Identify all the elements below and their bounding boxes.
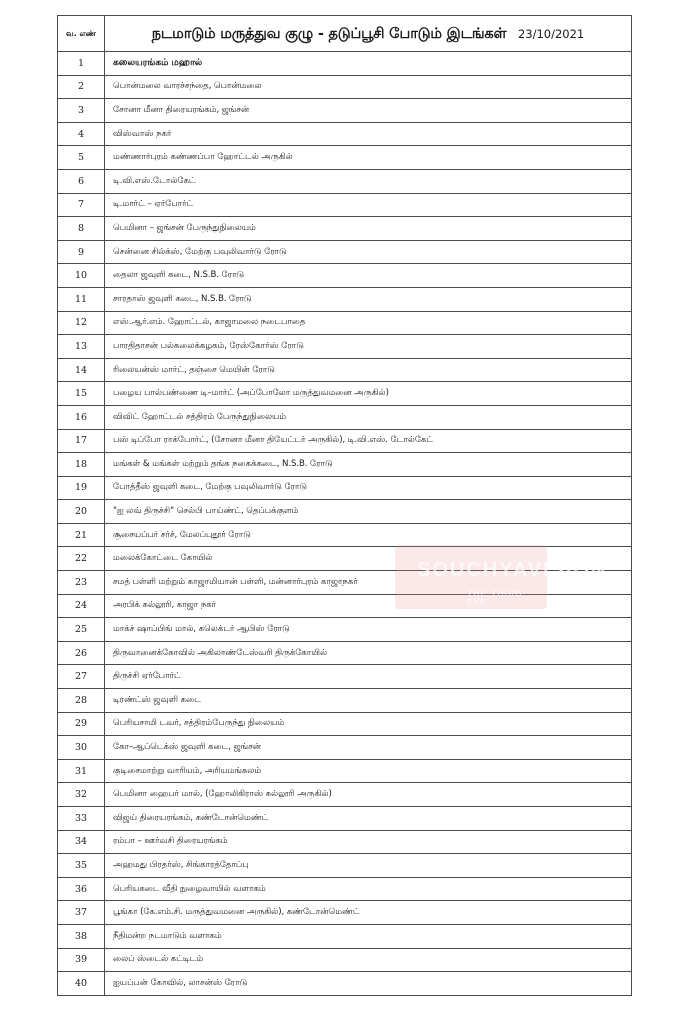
row-serial-number: 1: [58, 52, 105, 76]
row-location: சமத் பள்ளி மற்றும் காஜாமியான் பள்ளி, மன்னார்புரம் காஜாநகர்: [105, 571, 632, 595]
row-serial-number: 4: [58, 122, 105, 146]
row-location: "ஐ லவ் திருச்சி" செல்பி பாய்ண்ட், தெப்பக்குளம்: [105, 500, 632, 524]
row-serial-number: 24: [58, 594, 105, 618]
row-location: லைப் ஸ்டைல் கட்டிடம்: [105, 948, 632, 972]
row-serial-number: 26: [58, 641, 105, 665]
row-location: டி.வி.எஸ்.டோல்கேட்: [105, 169, 632, 193]
page-title: நடமாடும் மருத்துவ குழு - தடுப்பூசி போடும் இடங்கள்: [151, 26, 507, 42]
row-serial-number: 27: [58, 665, 105, 689]
table-row: [58, 169, 632, 193]
table-row: [58, 122, 632, 146]
row-serial-number: 29: [58, 712, 105, 736]
row-location: குடிசைமாற்று வாரியம், அரியமங்கலம்: [105, 759, 632, 783]
row-serial-number: 12: [58, 311, 105, 335]
row-serial-number: 18: [58, 453, 105, 477]
table-row: [58, 641, 632, 665]
table-row: [58, 264, 632, 288]
table-row: [58, 358, 632, 382]
table-row: [58, 405, 632, 429]
row-serial-number: 10: [58, 264, 105, 288]
row-location: கோ–ஆப்டெக்ஸ் ஜவுளி கடை, ஜங்சன்: [105, 736, 632, 760]
vaccination-locations-table: [57, 15, 632, 996]
table-row: [58, 240, 632, 264]
title-date: 23/10/2021: [517, 27, 585, 41]
row-location: திருவானைக்கோவில் அகிலாண்டேஸ்வரி திருக்கோயில்: [105, 641, 632, 665]
row-serial-number: 38: [58, 924, 105, 948]
row-location: அஹமது பிரதர்ஸ், சிங்காரத்தோப்பு: [105, 854, 632, 878]
row-serial-number: 30: [58, 736, 105, 760]
row-serial-number: 32: [58, 783, 105, 807]
table-row: [58, 75, 632, 99]
table-row: [58, 854, 632, 878]
table-row: [58, 146, 632, 170]
table-row: [58, 924, 632, 948]
row-location: பஸ் டிப்போ ராக்போர்ட், (சோனா மீனா தியேட்டர் அருகில்), டி.வி.எஸ். டோல்கேட்: [105, 429, 632, 453]
row-location: மாக்ச் ஷாப்பிங் மால், கலெக்டர் ஆபிஸ் ரோடு: [105, 618, 632, 642]
table-row: [58, 52, 632, 76]
row-serial-number: 6: [58, 169, 105, 193]
row-serial-number: 22: [58, 547, 105, 571]
row-location: பெமினா – ஜங்சன் பேருந்துநிலையம்: [105, 217, 632, 241]
table-row: [58, 453, 632, 477]
row-location: போத்தீஸ் ஜவுளி கடை, மேற்கு பவுலிவார்டு ரோடு: [105, 476, 632, 500]
table-row: [58, 783, 632, 807]
row-serial-number: 31: [58, 759, 105, 783]
row-serial-number: 33: [58, 807, 105, 831]
row-location: ஐயப்பன் கோவில், லாசன்ஸ் ரோடு: [105, 972, 632, 996]
row-serial-number: 9: [58, 240, 105, 264]
row-serial-number: 39: [58, 948, 105, 972]
row-location: ரிலையன்ஸ் மார்ட், தஞ்சை மெயின் ரோடு: [105, 358, 632, 382]
watermark-text: SOUCHYAVISION: [417, 559, 608, 581]
table-row: [58, 500, 632, 524]
row-serial-number: 17: [58, 429, 105, 453]
row-location: சூசையப்பர் சர்ச், மேலப்புதூர் ரோடு: [105, 523, 632, 547]
row-serial-number: 37: [58, 901, 105, 925]
row-location: திருச்சி ஏர்போர்ட்: [105, 665, 632, 689]
table-row: [58, 335, 632, 359]
table-row: [58, 217, 632, 241]
table-row: [58, 193, 632, 217]
row-location: பாரதிதாசன் பல்கலைக்கழகம், ரேஸ்கோர்ஸ் ரோடு: [105, 335, 632, 359]
row-location: மண்ணார்புரம் கண்ணப்பா ஹோட்டல் அருகில்: [105, 146, 632, 170]
row-location: சாரதாஸ் ஜவுளி கடை, N.S.B. ரோடு: [105, 287, 632, 311]
row-serial-number: 3: [58, 99, 105, 123]
table-row: [58, 807, 632, 831]
row-serial-number: 15: [58, 382, 105, 406]
table-row: [58, 287, 632, 311]
watermark-tagline: THE THIRD EYE: [467, 589, 524, 607]
table-row: [58, 311, 632, 335]
row-serial-number: 19: [58, 476, 105, 500]
row-location: விஜய் திரையரங்கம், கண்டோன்மெண்ட்: [105, 807, 632, 831]
table-row: [58, 901, 632, 925]
table-row: [58, 571, 632, 595]
row-location: நீதிமன்ற நடமாடும் வளாகம்: [105, 924, 632, 948]
table-row: [58, 547, 632, 571]
row-location: விவிட் ஹோட்டல் சத்திரம் பேருந்துநிலையம்: [105, 405, 632, 429]
row-serial-number: 34: [58, 830, 105, 854]
row-location: தைலா ஜவுளி கடை, N.S.B. ரோடு: [105, 264, 632, 288]
row-serial-number: 2: [58, 75, 105, 99]
table-row: [58, 759, 632, 783]
table-row: [58, 594, 632, 618]
row-location: பெரியகடை வீதி நுழைவாயில் வளாகம்: [105, 877, 632, 901]
row-location: எஸ்.ஆர்.எம். ஹோட்டல், காஜாமலை நடைபாதை: [105, 311, 632, 335]
row-location: பொன்மலை வாரச்சந்தை, பொன்மலை: [105, 75, 632, 99]
table-row: [58, 476, 632, 500]
row-serial-number: 5: [58, 146, 105, 170]
table-row: [58, 523, 632, 547]
row-serial-number: 8: [58, 217, 105, 241]
row-location: மலைக்கோட்டை கோயில்: [105, 547, 632, 571]
row-location: டி.மார்ட் – ஏர்போர்ட்: [105, 193, 632, 217]
table-body: [58, 52, 632, 996]
row-location: பழைய பால்பண்ணை டி–மார்ட் (அப்போலோ மருத்துவமனை அருகில்): [105, 382, 632, 406]
table-title-cell: [105, 16, 632, 52]
table-row: [58, 665, 632, 689]
row-location: பெரியசாமி டவர், சத்திரம்பேருந்து நிலையம்: [105, 712, 632, 736]
table-row: [58, 972, 632, 996]
row-serial-number: 40: [58, 972, 105, 996]
row-location: சோனா மீனா திரையரங்கம், ஜங்சன்: [105, 99, 632, 123]
row-serial-number: 14: [58, 358, 105, 382]
table-row: [58, 618, 632, 642]
serial-number-header: வ. எண்: [58, 16, 105, 52]
row-serial-number: 20: [58, 500, 105, 524]
row-location: பூங்கா (கே.எம்.சி. மருத்துவமனை அருகில்), கண்டோன்மெண்ட்: [105, 901, 632, 925]
table-row: [58, 429, 632, 453]
table-row: [58, 712, 632, 736]
table-row: [58, 689, 632, 713]
row-location: ரம்பா – ஊர்வசி திரையரங்கம்: [105, 830, 632, 854]
table-row: [58, 382, 632, 406]
row-location: சென்னை சில்க்ஸ், மேற்கு பவுலிவார்டு ரோடு: [105, 240, 632, 264]
table-row: [58, 736, 632, 760]
row-serial-number: 11: [58, 287, 105, 311]
row-serial-number: 36: [58, 877, 105, 901]
row-serial-number: 21: [58, 523, 105, 547]
row-location: அரபிக் கல்லூரி, காஜா நகர்: [105, 594, 632, 618]
table-row: [58, 99, 632, 123]
row-location: மங்கள் & மங்கள் மற்றும் தங்க நகைக்கடை, N.S.B. ரோடு: [105, 453, 632, 477]
row-location: கலையரங்கம் மஹால்: [105, 52, 632, 76]
table-row: [58, 877, 632, 901]
row-location: பெமினா ஹைபர் மால், (ஹோலிகிராஸ் கல்லூரி அருகில்): [105, 783, 632, 807]
row-serial-number: 16: [58, 405, 105, 429]
table-row: [58, 830, 632, 854]
row-location: டிரண்ட்ஸ் ஜவுளி கடை: [105, 689, 632, 713]
row-serial-number: 28: [58, 689, 105, 713]
row-location: விஸ்வாஸ் நகர்: [105, 122, 632, 146]
row-serial-number: 23: [58, 571, 105, 595]
row-serial-number: 25: [58, 618, 105, 642]
row-serial-number: 13: [58, 335, 105, 359]
row-serial-number: 7: [58, 193, 105, 217]
row-serial-number: 35: [58, 854, 105, 878]
table-row: [58, 948, 632, 972]
table-header-row: [58, 16, 632, 52]
